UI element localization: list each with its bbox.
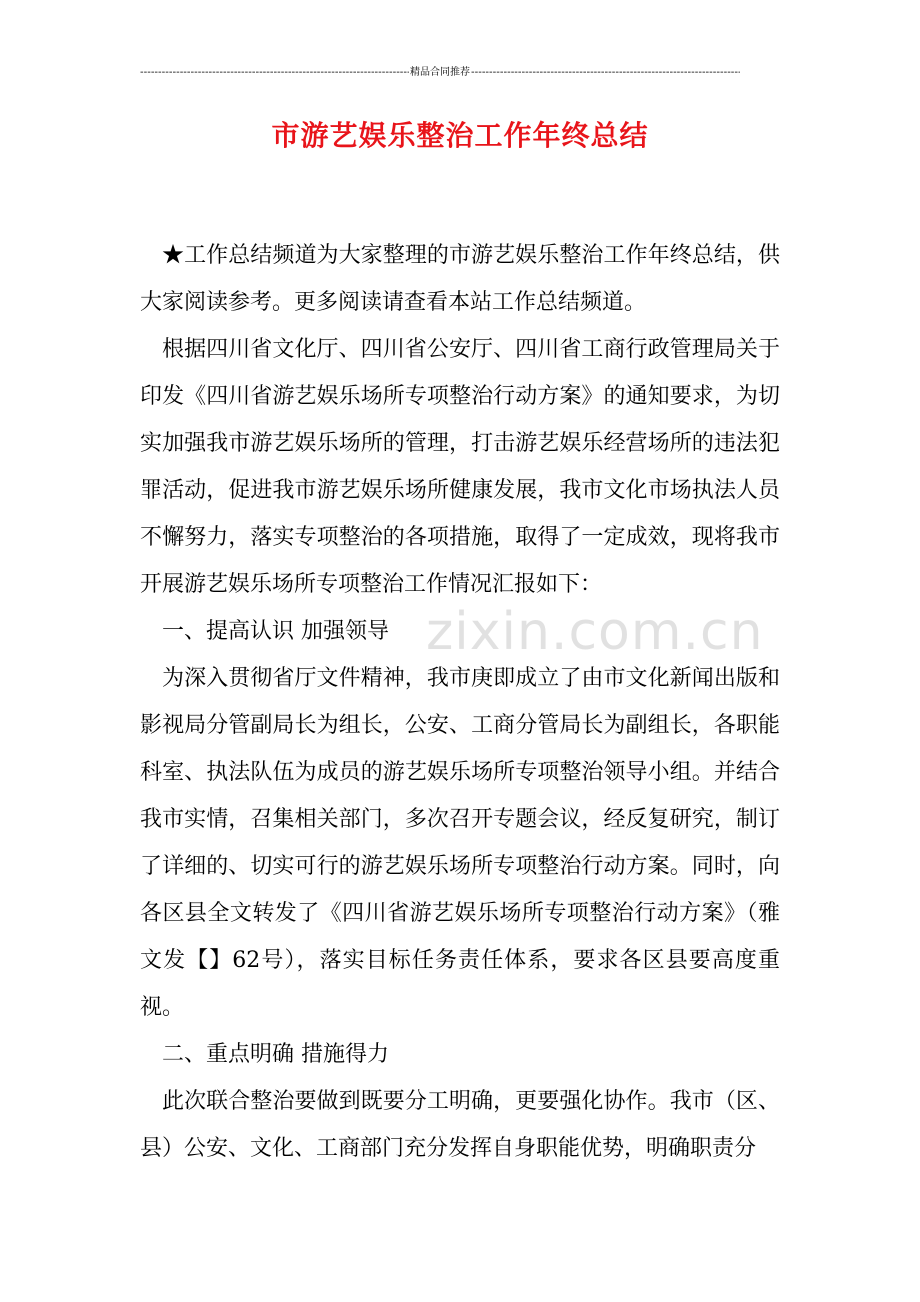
site-watermark: zixin.com.cn xyxy=(426,602,764,662)
header-dash-right xyxy=(471,66,740,80)
section-heading-2: 二、重点明确 措施得力 xyxy=(162,1042,389,1067)
header-dash-left xyxy=(140,66,409,80)
paragraph-background: 根据四川省文化厅、四川省公安厅、四川省工商行政管理局关于印发《四川省游艺娱乐场所专项整治行动方案》的通知要求，为切实加强我市游艺娱乐场所的管理，打击游艺娱乐经营场所的违法犯罪活动，促进我市游艺娱乐场所健康发展，我市文化市场执法人员不懈努力，落实专项整治的各项措施，取得了一定成效，现将我市开展游艺娱乐场所专项整治工作情况汇报如下： xyxy=(140,337,780,597)
paragraph-measures: 此次联合整治要做到既要分工明确，更要强化协作。我市（区、县）公安、文化、工商部门充分发挥自身职能优势，明确职责分 xyxy=(140,1089,780,1161)
section-heading-1: 一、提高认识 加强领导 xyxy=(162,619,389,644)
paragraph-leadership: 为深入贯彻省厅文件精神，我市庚即成立了由市文化新闻出版和影视局分管副局长为组长，公安、工商分管局长为副组长，各职能科室、执法队伍为成员的游艺娱乐场所专项整治领导小组。并结合我市实情，召集相关部门，多次召开专题会议，经反复研究，制订了详细的、切实可行的游艺娱乐场所专项整治行动方案。同时，向各区县全文转发了《四川省游艺娱乐场所专项整治行动方案》（雅文发【】62号），落实目标任务责任体系，要求各区县要高度重视。 xyxy=(140,666,780,1020)
paragraph-intro: ★工作总结频道为大家整理的市游艺娱乐整治工作年终总结，供大家阅读参考。更多阅读请查看本站工作总结频道。 xyxy=(140,243,780,315)
header-label: 精品合同推荐 xyxy=(410,67,470,78)
document-title: 市游艺娱乐整治工作年终总结 xyxy=(271,119,649,152)
header-rule xyxy=(140,66,740,80)
document-body xyxy=(140,232,780,1172)
